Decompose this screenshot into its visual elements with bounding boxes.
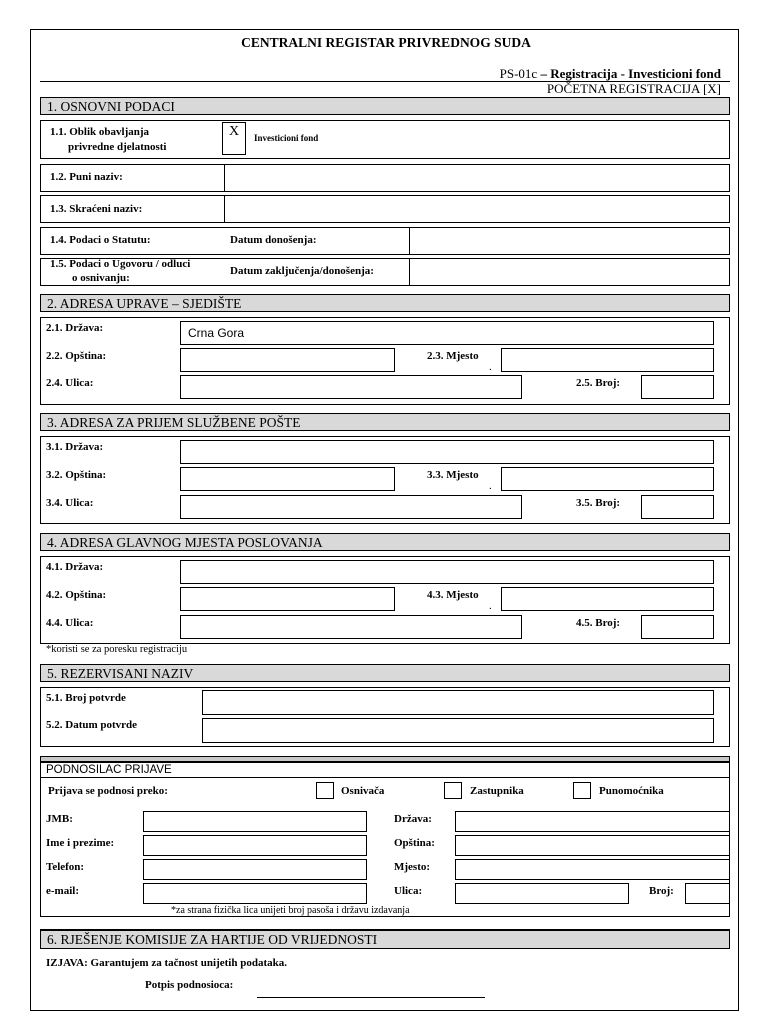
s2-mjesto-label: 2.3. Mjesto	[427, 350, 479, 362]
punomocnika-checkbox[interactable]	[573, 782, 591, 799]
zastupnika-label: Zastupnika	[470, 785, 524, 797]
izjava-text: IZJAVA: Garantujem za tačnost unijetih podataka.	[46, 957, 288, 969]
s3-drzava-label: 3.1. Država:	[46, 441, 104, 453]
potpis-line[interactable]	[257, 997, 485, 998]
form-title: CENTRALNI REGISTAR PRIVREDNOG SUDA	[241, 35, 531, 50]
s4-broj-input[interactable]	[641, 615, 714, 639]
ime-input[interactable]	[143, 835, 367, 856]
s4-opstina-input[interactable]	[180, 587, 395, 611]
section-5-header	[40, 664, 730, 682]
s3-drzava-input[interactable]	[180, 440, 714, 464]
field-1-2-label: 1.2. Puni naziv:	[50, 171, 123, 183]
s2-drzava-value: Crna Gora	[188, 326, 245, 340]
field-1-3-label: 1.3. Skraćeni naziv:	[50, 203, 143, 215]
podnosilac-title-divider	[40, 777, 730, 778]
s4-drzava-label: 4.1. Država:	[46, 561, 104, 573]
podnosilac-note: *za strana fizička lica unijeti broj pasoša i državu izdavanja	[171, 905, 410, 916]
s2-mjesto-input[interactable]	[501, 348, 714, 372]
s4-mjesto-input[interactable]	[501, 587, 714, 611]
s5-datum-label: 5.2. Datum potvrde	[46, 719, 138, 731]
form-code: PS-01c	[499, 66, 538, 81]
s4-ulica-input[interactable]	[180, 615, 522, 639]
form-name: – Registracija - Investicioni fond	[540, 66, 721, 81]
p-drzava-input[interactable]	[455, 811, 730, 832]
skraceni-naziv-input[interactable]	[225, 196, 729, 222]
section-5-title: 5. REZERVISANI NAZIV	[47, 666, 194, 681]
p-broj-input[interactable]	[685, 883, 730, 904]
p-mjesto-input[interactable]	[455, 859, 730, 880]
preko-label: Prijava se podnosi preko:	[48, 785, 168, 797]
s5-broj-label: 5.1. Broj potvrde	[46, 692, 126, 704]
section-2-header	[40, 294, 730, 312]
s3-mjesto-dot: .	[489, 480, 492, 492]
ime-label: Ime i prezime:	[46, 837, 115, 849]
field-1-4-date-label: Datum donošenja:	[230, 234, 317, 246]
section-3-header	[40, 413, 730, 431]
s2-ulica-label: 2.4. Ulica:	[46, 377, 94, 389]
s2-opstina-input[interactable]	[180, 348, 395, 372]
s4-note: *koristi se za poresku registraciju	[46, 644, 188, 655]
email-input[interactable]	[143, 883, 367, 904]
section-2-title: 2. ADRESA UPRAVE – SJEDIŠTE	[47, 296, 242, 311]
s3-ulica-input[interactable]	[180, 495, 522, 519]
puni-naziv-input[interactable]	[225, 165, 729, 191]
section-4-title: 4. ADRESA GLAVNOG MJESTA POSLOVANJA	[47, 535, 323, 550]
p-ulica-input[interactable]	[455, 883, 629, 904]
field-1-5-date-label: Datum zaključenja/donošenja:	[230, 265, 374, 277]
osnivaca-label: Osnivača	[341, 785, 385, 797]
potpis-label: Potpis podnosioca:	[145, 979, 234, 991]
s4-ulica-label: 4.4. Ulica:	[46, 617, 94, 629]
field-1-5-label-2: o osnivanju:	[72, 272, 130, 284]
s3-broj-label: 3.5. Broj:	[576, 497, 621, 509]
field-1-4-label: 1.4. Podaci o Statutu:	[50, 234, 151, 246]
investicioni-fond-label: Investicioni fond	[254, 133, 319, 143]
s5-broj-input[interactable]	[202, 690, 714, 715]
osnivaca-checkbox[interactable]	[316, 782, 334, 799]
s4-mjesto-label: 4.3. Mjesto	[427, 589, 479, 601]
s3-broj-input[interactable]	[641, 495, 714, 519]
s2-mjesto-dot: .	[489, 361, 492, 373]
p-opstina-label: Opština:	[394, 837, 435, 849]
checkbox-mark: X	[229, 124, 240, 139]
punomocnika-label: Punomoćnika	[599, 785, 664, 797]
s4-drzava-input[interactable]	[180, 560, 714, 584]
section-6-title: 6. RJEŠENJE KOMISIJE ZA HARTIJE OD VRIJEDNOSTI	[47, 932, 378, 947]
p-opstina-input[interactable]	[455, 835, 730, 856]
form-code-line	[500, 66, 721, 82]
statut-datum-input[interactable]	[410, 228, 729, 254]
s3-ulica-label: 3.4. Ulica:	[46, 497, 94, 509]
section-4-header	[40, 533, 730, 551]
ugovor-datum-input[interactable]	[410, 259, 729, 285]
s4-opstina-label: 4.2. Opština:	[46, 589, 107, 601]
s2-drzava-input[interactable]	[180, 321, 714, 345]
telefon-label: Telefon:	[46, 861, 85, 873]
s3-mjesto-input[interactable]	[501, 467, 714, 491]
p-mjesto-label: Mjesto:	[394, 861, 431, 873]
registration-type: POČETNA REGISTRACIJA [X]	[546, 81, 721, 96]
section-1-header	[40, 97, 730, 115]
s4-mjesto-dot: .	[489, 600, 492, 612]
s2-broj-label: 2.5. Broj:	[576, 377, 621, 389]
investicioni-fond-checkbox[interactable]	[222, 122, 246, 155]
podnosilac-title: PODNOSILAC PRIJAVE	[46, 764, 172, 776]
telefon-input[interactable]	[143, 859, 367, 880]
s2-opstina-label: 2.2. Opština:	[46, 350, 107, 362]
s3-opstina-input[interactable]	[180, 467, 395, 491]
s2-ulica-input[interactable]	[180, 375, 522, 399]
p-broj-label: Broj:	[649, 885, 674, 897]
s3-mjesto-label: 3.3. Mjesto	[427, 469, 479, 481]
s5-datum-input[interactable]	[202, 718, 714, 743]
field-1-1-label-2: privredne djelatnosti	[68, 141, 167, 153]
s4-broj-label: 4.5. Broj:	[576, 617, 621, 629]
section-3-title: 3. ADRESA ZA PRIJEM SLUŽBENE POŠTE	[47, 415, 301, 430]
s3-opstina-label: 3.2. Opština:	[46, 469, 107, 481]
s2-broj-input[interactable]	[641, 375, 714, 399]
section-1-title: 1. OSNOVNI PODACI	[47, 99, 175, 114]
zastupnika-checkbox[interactable]	[444, 782, 462, 799]
section-6-header	[40, 929, 730, 949]
p-drzava-label: Država:	[394, 813, 432, 825]
email-label: e-mail:	[46, 885, 79, 897]
jmb-input[interactable]	[143, 811, 367, 832]
p-ulica-label: Ulica:	[394, 885, 423, 897]
s2-drzava-label: 2.1. Država:	[46, 322, 104, 334]
field-1-1-label-1: 1.1. Oblik obavljanja	[50, 126, 150, 138]
jmb-label: JMB:	[46, 813, 73, 825]
field-1-5-label-1: 1.5. Podaci o Ugovoru / odluci	[50, 258, 191, 270]
